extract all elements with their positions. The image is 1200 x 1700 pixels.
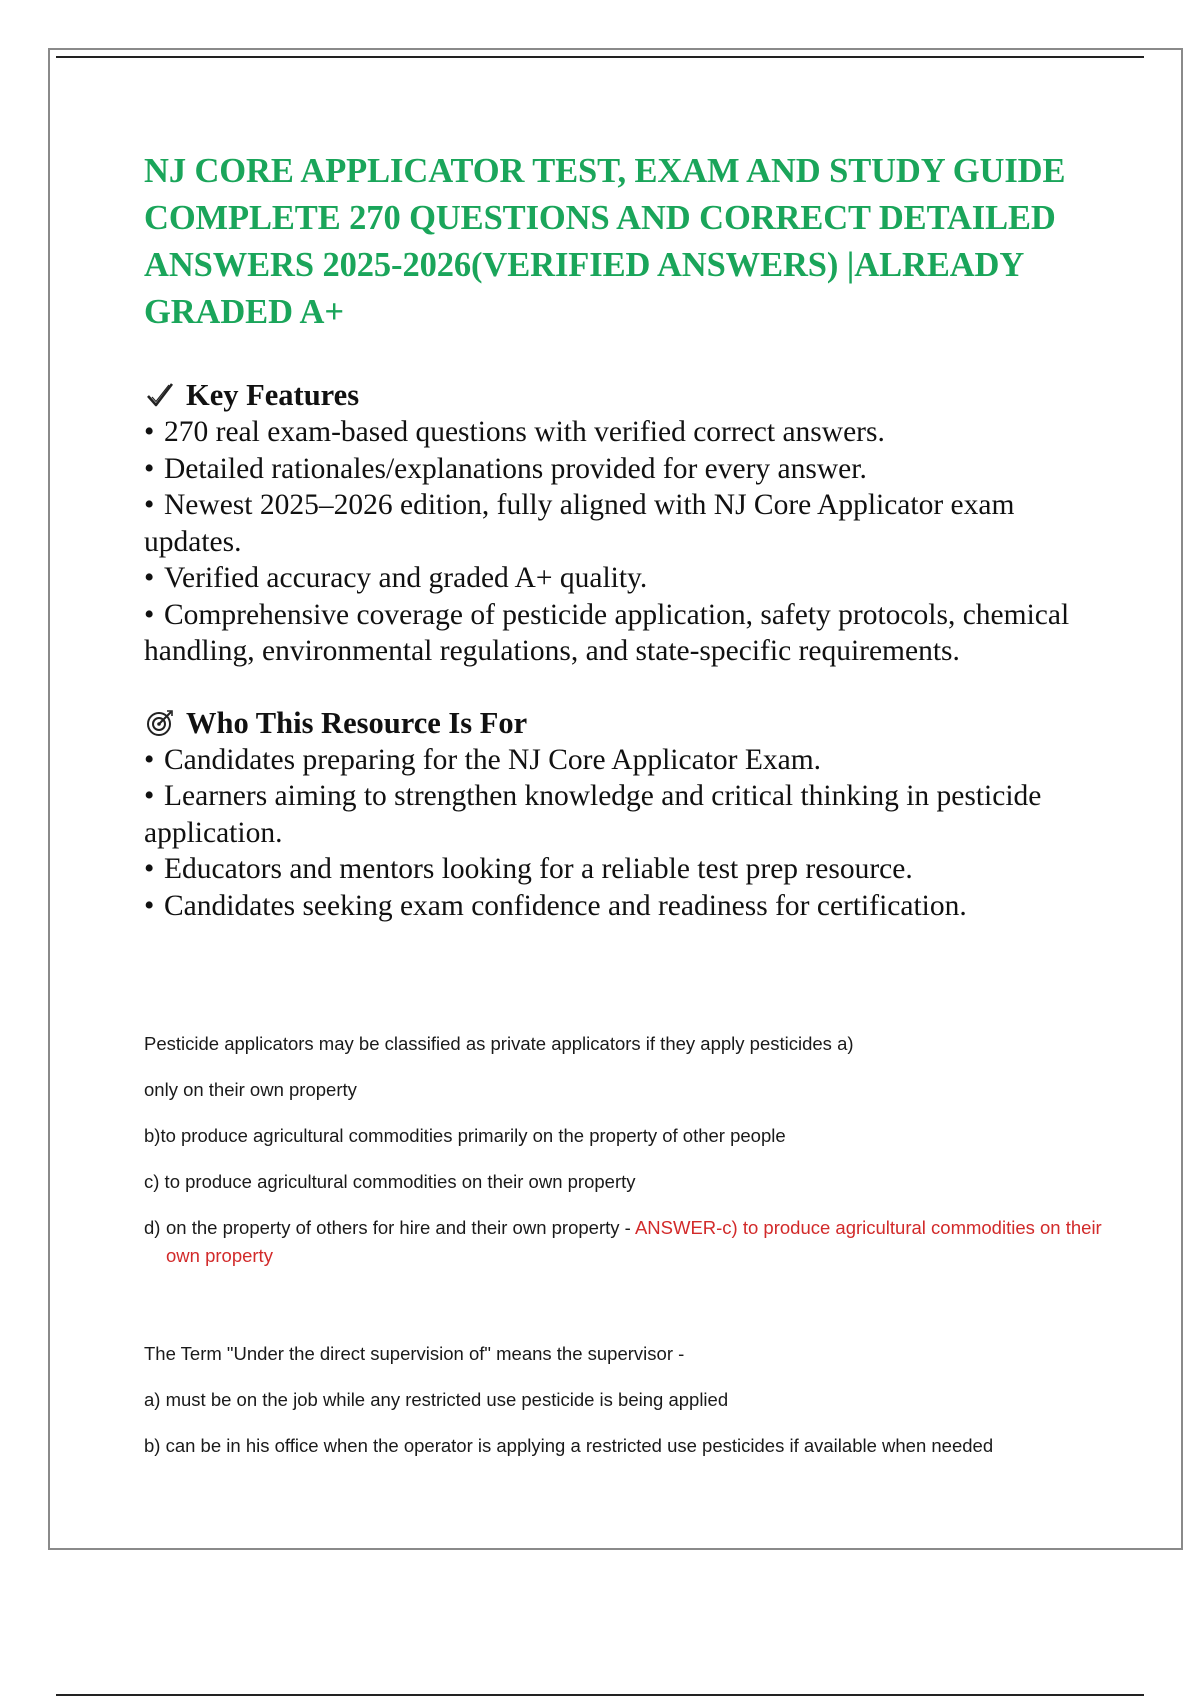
option-text: on the property of others for hire and their own property - bbox=[166, 1217, 635, 1238]
answer-text: ANSWER-c) to produce agricultural commodities on their own property bbox=[166, 1217, 1102, 1266]
key-features-heading bbox=[144, 376, 1084, 414]
option-and-answer bbox=[166, 1214, 1104, 1270]
bullet-dot: • bbox=[144, 853, 155, 885]
list-item bbox=[144, 742, 1084, 779]
list-item bbox=[144, 597, 1084, 670]
list-item-text: 270 real exam-based questions with verified correct answers. bbox=[164, 416, 885, 448]
question-option: b) can be in his office when the operator is applying a restricted use pesticides if available when needed bbox=[144, 1435, 994, 1456]
question-option: b)to produce agricultural commodities primarily on the property of other people bbox=[144, 1125, 786, 1146]
list-item-text: Detailed rationales/explanations provided for every answer. bbox=[164, 452, 867, 485]
list-item bbox=[144, 451, 1084, 488]
question-option: only on their own property bbox=[144, 1079, 357, 1100]
document-content bbox=[144, 148, 1084, 924]
option-label: d) bbox=[144, 1217, 161, 1238]
bullet-dot: • bbox=[144, 743, 155, 776]
key-features-section bbox=[144, 376, 1084, 670]
question-spacer bbox=[144, 1270, 1104, 1340]
list-item-text: Learners aiming to strengthen knowledge and critical thinking in pesticide application. bbox=[144, 780, 1042, 849]
question-option: a) must be on the job while any restricted use pesticide is being applied bbox=[144, 1389, 729, 1410]
list-item-text: Newest 2025–2026 edition, fully aligned with NJ Core Applicator exam updates. bbox=[144, 489, 1015, 558]
list-item bbox=[144, 778, 1084, 851]
audience-list bbox=[144, 742, 1084, 925]
bullet-dot: • bbox=[144, 889, 155, 922]
question-stem: Pesticide applicators may be classified as private applicators if they apply pesticides a) bbox=[144, 1033, 854, 1054]
bullet-dot: • bbox=[144, 598, 155, 631]
list-item bbox=[144, 851, 1084, 888]
question-stem: The Term "Under the direct supervision of" means the supervisor - bbox=[144, 1343, 685, 1364]
bullet-dot: • bbox=[144, 780, 155, 812]
list-item-text: Candidates preparing for the NJ Core Applicator Exam. bbox=[164, 743, 822, 776]
question-option-with-answer bbox=[144, 1214, 1104, 1270]
audience-heading-text: Who This Resource Is For bbox=[186, 705, 528, 740]
list-item-text: Verified accuracy and graded A+ quality. bbox=[164, 562, 648, 594]
list-item bbox=[144, 487, 1084, 560]
list-item-text: Candidates seeking exam confidence and readiness for certification. bbox=[164, 889, 967, 922]
audience-heading bbox=[144, 704, 1084, 742]
check-mark-icon bbox=[144, 379, 176, 411]
bullet-dot: • bbox=[144, 489, 155, 521]
questions-block bbox=[144, 1030, 1104, 1478]
list-item-text: Comprehensive coverage of pesticide application, safety protocols, chemical handling, environmental regulations, and state-specific requirements. bbox=[144, 598, 1070, 667]
bullet-dot: • bbox=[144, 452, 155, 485]
target-icon bbox=[144, 707, 176, 739]
list-item bbox=[144, 560, 1084, 597]
list-item bbox=[144, 414, 1084, 451]
bottom-rule bbox=[56, 1694, 1144, 1696]
document-title: NJ CORE APPLICATOR TEST, EXAM AND STUDY GUIDE COMPLETE 270 QUESTIONS AND CORRECT DETAILED ANSWERS 2025-2026(VERIFIED ANSWERS) |ALREADY GRADED A+ bbox=[144, 152, 1066, 331]
bullet-dot: • bbox=[144, 562, 155, 594]
list-item bbox=[144, 888, 1084, 925]
list-item-text: Educators and mentors looking for a reliable test prep resource. bbox=[164, 853, 913, 885]
audience-section bbox=[144, 704, 1084, 925]
key-features-list bbox=[144, 414, 1084, 670]
bullet-dot: • bbox=[144, 416, 155, 448]
top-rule bbox=[56, 56, 1144, 58]
key-features-heading-text: Key Features bbox=[186, 378, 360, 412]
question-option: c) to produce agricultural commodities on their own property bbox=[144, 1171, 636, 1192]
